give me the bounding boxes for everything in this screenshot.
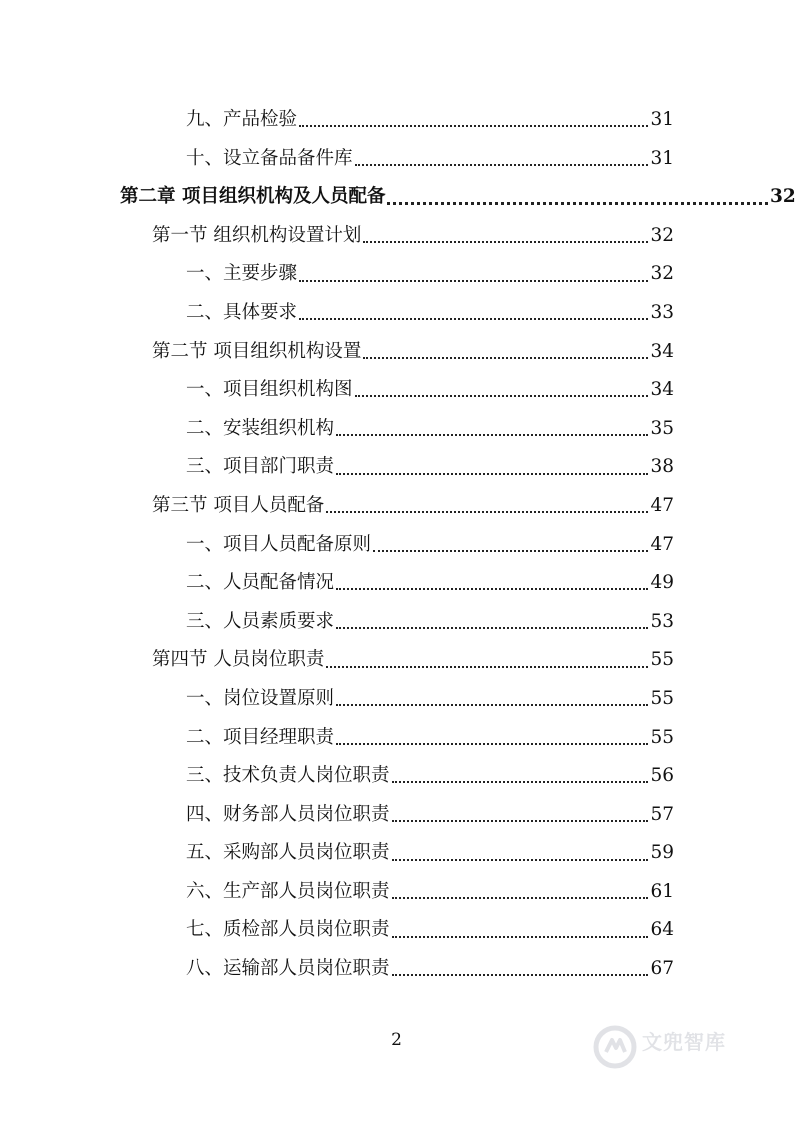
toc-entry-page: 32 [770, 186, 796, 208]
toc-entry-label: 第二章 项目组织机构及人员配备 [120, 186, 386, 208]
toc-entry-label: 一、项目人员配备原则 [186, 533, 372, 555]
toc-dot-leader [326, 511, 648, 513]
toc-entry[interactable] [0, 641, 674, 680]
toc-entry-page: 55 [650, 726, 674, 748]
toc-entry-label: 一、主要步骤 [186, 263, 298, 285]
table-of-contents [0, 101, 796, 989]
toc-dot-leader [373, 550, 648, 552]
toc-entry-page: 47 [650, 533, 674, 555]
toc-entry[interactable] [0, 140, 674, 179]
toc-entry-label: 二、人员配备情况 [186, 572, 335, 594]
watermark-brand: 文兜智库 [642, 1030, 726, 1054]
toc-entry-label: 七、质检部人员岗位职责 [186, 919, 390, 941]
toc-dot-leader [387, 202, 768, 205]
toc-entry-page: 67 [650, 958, 674, 980]
toc-dot-leader [336, 588, 648, 590]
toc-entry-page: 49 [650, 572, 674, 594]
toc-entry[interactable] [0, 873, 674, 912]
toc-dot-leader [355, 395, 648, 397]
toc-entry-label: 八、运输部人员岗位职责 [186, 958, 390, 980]
toc-dot-leader [363, 357, 648, 359]
toc-entry-label: 四、财务部人员岗位职责 [186, 803, 390, 825]
toc-entry-page: 35 [650, 417, 674, 439]
toc-entry-page: 33 [650, 301, 674, 323]
toc-entry-page: 61 [650, 880, 674, 902]
toc-entry-label: 六、生产部人员岗位职责 [186, 880, 390, 902]
toc-entry-page: 55 [650, 649, 674, 671]
toc-dot-leader [392, 897, 648, 899]
toc-entry-page: 47 [650, 494, 674, 516]
toc-entry[interactable] [0, 911, 674, 950]
toc-entry-label: 三、技术负责人岗位职责 [186, 765, 390, 787]
toc-entry[interactable] [0, 178, 794, 217]
toc-entry[interactable] [0, 796, 674, 835]
toc-entry-label: 五、采购部人员岗位职责 [186, 842, 390, 864]
toc-entry-page: 34 [650, 340, 674, 362]
toc-dot-leader [392, 820, 648, 822]
toc-entry-page: 56 [650, 765, 674, 787]
toc-dot-leader [392, 936, 648, 938]
toc-dot-leader [336, 473, 648, 475]
toc-entry-label: 九、产品检验 [186, 109, 298, 130]
toc-dot-leader [363, 241, 648, 243]
toc-dot-leader [392, 974, 648, 976]
toc-entry-page: 31 [650, 109, 674, 130]
toc-entry-label: 第四节 人员岗位职责 [152, 649, 325, 671]
toc-entry-label: 二、具体要求 [186, 301, 298, 323]
toc-entry[interactable] [0, 603, 674, 642]
toc-entry-page: 57 [650, 803, 674, 825]
toc-entry[interactable] [0, 255, 674, 294]
toc-entry-label: 第一节 组织机构设置计划 [152, 224, 362, 246]
page-number: 2 [391, 1030, 402, 1050]
toc-entry[interactable] [0, 526, 674, 565]
toc-dot-leader [336, 743, 648, 745]
toc-entry[interactable] [0, 487, 674, 526]
toc-entry-page: 38 [650, 456, 674, 478]
toc-entry-page: 31 [650, 147, 674, 169]
toc-dot-leader [392, 859, 648, 861]
toc-entry[interactable] [0, 410, 674, 449]
toc-entry-label: 三、项目部门职责 [186, 456, 335, 478]
toc-entry-label: 一、岗位设置原则 [186, 687, 335, 709]
toc-entry-label: 第二节 项目组织机构设置 [152, 340, 362, 362]
toc-entry-label: 二、安装组织机构 [186, 417, 335, 439]
watermark [590, 1020, 760, 1076]
toc-dot-leader [326, 666, 648, 668]
toc-entry[interactable] [0, 217, 674, 256]
toc-dot-leader [299, 318, 648, 320]
toc-entry-label: 一、项目组织机构图 [186, 379, 353, 401]
toc-dot-leader [355, 164, 648, 166]
toc-dot-leader [336, 704, 648, 706]
toc-entry[interactable] [0, 371, 674, 410]
toc-entry[interactable] [0, 719, 674, 758]
toc-entry-label: 第三节 项目人员配备 [152, 494, 325, 516]
toc-entry-page: 64 [650, 919, 674, 941]
wendou-logo-icon [592, 1024, 638, 1070]
toc-dot-leader [299, 280, 648, 282]
toc-dot-leader [336, 434, 648, 436]
toc-entry[interactable] [0, 333, 674, 372]
toc-entry[interactable] [0, 834, 674, 873]
toc-entry-page: 32 [650, 224, 674, 246]
toc-entry[interactable] [0, 294, 674, 333]
toc-dot-leader [299, 125, 648, 127]
toc-entry[interactable] [0, 564, 674, 603]
toc-entry[interactable] [0, 448, 674, 487]
toc-entry[interactable] [0, 101, 674, 140]
toc-dot-leader [336, 627, 648, 629]
toc-entry-label: 二、项目经理职责 [186, 726, 335, 748]
toc-entry-page: 34 [650, 379, 674, 401]
toc-entry-page: 32 [650, 263, 674, 285]
toc-entry-label: 十、设立备品备件库 [186, 147, 353, 169]
toc-entry-page: 55 [650, 687, 674, 709]
toc-entry-label: 三、人员素质要求 [186, 610, 335, 632]
toc-dot-leader [392, 781, 648, 783]
toc-entry[interactable] [0, 757, 674, 796]
toc-entry[interactable] [0, 680, 674, 719]
toc-entry-page: 59 [650, 842, 674, 864]
toc-entry[interactable] [0, 950, 674, 989]
toc-entry-page: 53 [650, 610, 674, 632]
